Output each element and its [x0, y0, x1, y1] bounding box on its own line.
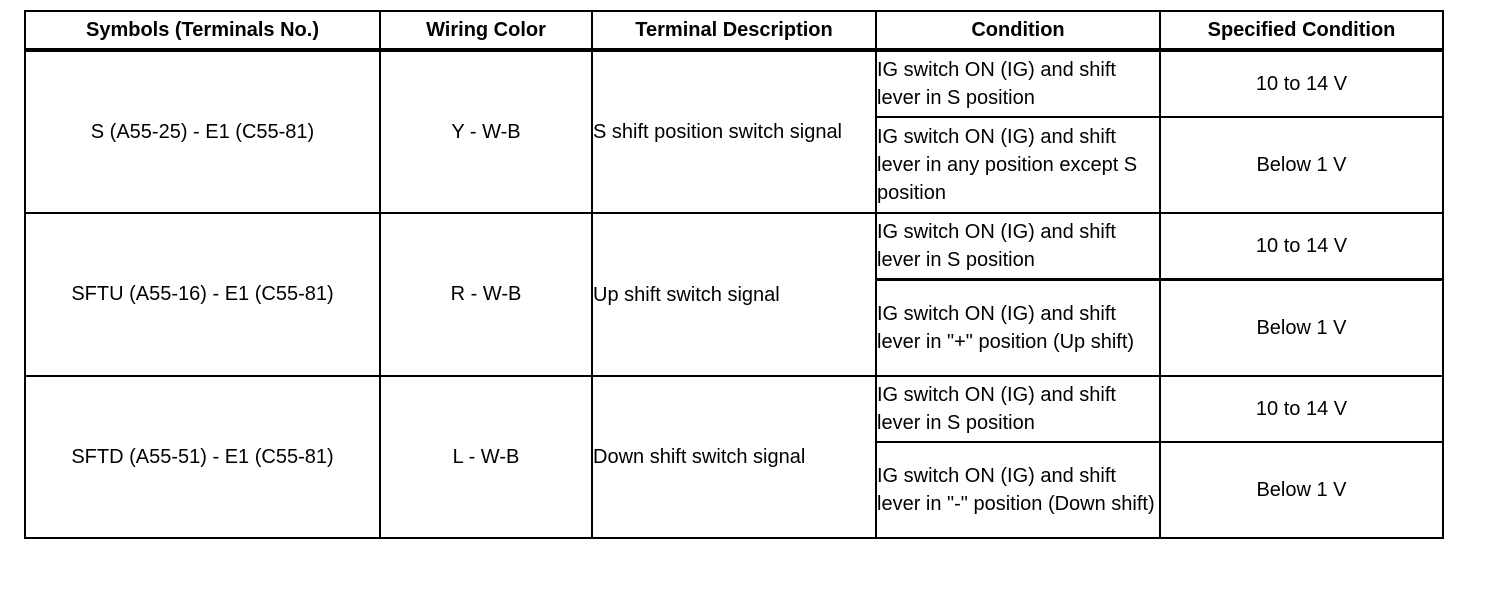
condition-cell: IG switch ON (IG) and shift lever in "-" position (Down shift) — [876, 442, 1160, 538]
table-row — [25, 213, 1443, 280]
table-header — [25, 11, 1443, 50]
header-wiring-color: Wiring Color — [380, 11, 592, 50]
specified-condition-cell: Below 1 V — [1160, 280, 1443, 377]
condition-cell: IG switch ON (IG) and shift lever in S position — [876, 50, 1160, 117]
specified-condition-cell: 10 to 14 V — [1160, 213, 1443, 280]
header-row — [25, 11, 1443, 50]
condition-cell: IG switch ON (IG) and shift lever in S position — [876, 376, 1160, 442]
specified-condition-cell: 10 to 14 V — [1160, 50, 1443, 117]
symbol-cell: SFTD (A55-51) - E1 (C55-81) — [25, 376, 380, 538]
header-terminal-description: Terminal Description — [592, 11, 876, 50]
table-row — [25, 50, 1443, 117]
condition-cell: IG switch ON (IG) and shift lever in S position — [876, 213, 1160, 280]
header-symbols: Symbols (Terminals No.) — [25, 11, 380, 50]
symbol-cell: S (A55-25) - E1 (C55-81) — [25, 50, 380, 213]
header-specified-condition: Specified Condition — [1160, 11, 1443, 50]
wiring-color-cell: Y - W-B — [380, 50, 592, 213]
condition-cell: IG switch ON (IG) and shift lever in any position except S position — [876, 117, 1160, 213]
wiring-color-cell: R - W-B — [380, 213, 592, 376]
terminal-description-cell: Down shift switch signal — [592, 376, 876, 538]
symbol-cell: SFTU (A55-16) - E1 (C55-81) — [25, 213, 380, 376]
specified-condition-cell: Below 1 V — [1160, 442, 1443, 538]
terminal-description-cell: Up shift switch signal — [592, 213, 876, 376]
header-condition: Condition — [876, 11, 1160, 50]
table-row — [25, 376, 1443, 442]
terminal-inspection-table — [24, 10, 1444, 539]
terminal-description-cell: S shift position switch signal — [592, 50, 876, 213]
specified-condition-cell: 10 to 14 V — [1160, 376, 1443, 442]
specified-condition-cell: Below 1 V — [1160, 117, 1443, 213]
table-body — [25, 50, 1443, 538]
wiring-color-cell: L - W-B — [380, 376, 592, 538]
condition-cell: IG switch ON (IG) and shift lever in "+" position (Up shift) — [876, 280, 1160, 377]
